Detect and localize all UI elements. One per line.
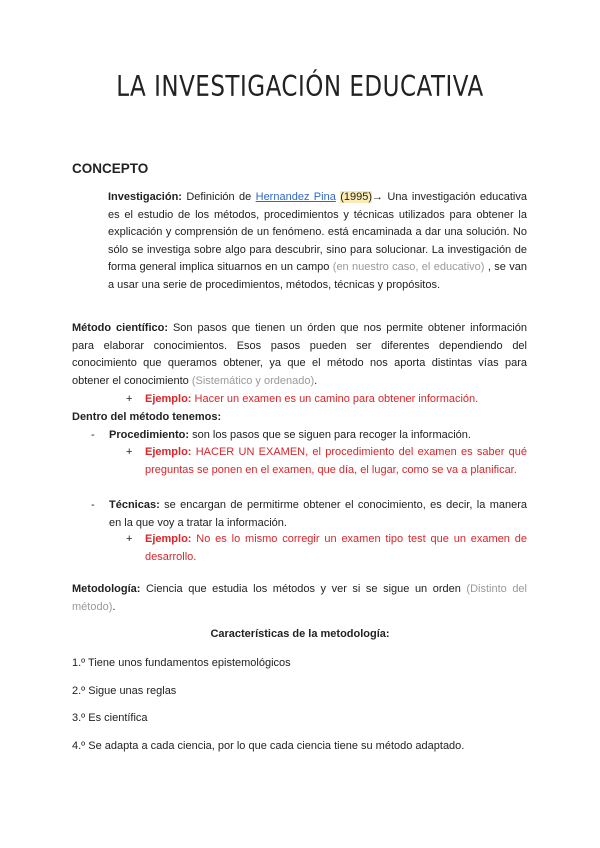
plus-bullet: +	[126, 446, 133, 458]
plus-bullet: +	[126, 393, 133, 405]
list-item: 2.º Sigue unas reglas	[72, 685, 177, 697]
caracteristicas-heading: Características de la metodología:	[210, 628, 390, 640]
author-link[interactable]: Hernandez Pina	[255, 191, 336, 203]
procedimiento-item	[109, 427, 471, 445]
example-text: No es lo mismo corregir un examen tipo test que un examen de desarrollo.	[145, 533, 527, 563]
tecnicas-item	[109, 497, 527, 532]
section-heading-concepto: CONCEPTO	[72, 161, 149, 176]
example-label: Ejemplo:	[145, 533, 192, 545]
page-title: LA INVESTIGACIÓN EDUCATIVA	[116, 70, 484, 104]
metodologia-text: Ciencia que estudia los métodos y ver si se sigue un orden	[140, 583, 467, 595]
procedimiento-example	[145, 444, 527, 479]
year-highlight: (1995)	[340, 191, 372, 203]
list-item: 1.º Tiene unos fundamentos epistemológicos	[72, 657, 291, 669]
term-procedimiento: Procedimiento:	[109, 429, 190, 441]
definition-prefix: Definición de	[181, 191, 256, 203]
example-label: Ejemplo:	[145, 446, 192, 458]
procedimiento-text: son los pasos que se siguen para recoger la información.	[189, 429, 471, 441]
term-metodo-cientifico: Método científico:	[72, 322, 169, 334]
plus-bullet: +	[126, 533, 133, 545]
tecnicas-text: se encargan de permitirme obtener el conocimiento, es decir, la manera en la que voy a tratar la información.	[109, 499, 527, 529]
aside-sistematico: (Sistemático y ordenado)	[191, 374, 315, 387]
metodo-text: Son pasos que tienen un órden que nos permite obtener información para elaborar conocimientos. Esos pasos pueden ser diferentes dependiendo del conocimiento que queramos obtener, ya que el método nos aporta distintas vías para obtener el conocimiento	[72, 322, 528, 387]
tecnicas-example	[145, 531, 527, 566]
example-text: HACER UN EXAMEN, el procedimiento del examen es saber qué preguntas se ponen en el examen, que día, el lugar, como se va a planificar.	[145, 446, 527, 476]
metodologia-end: .	[112, 600, 116, 613]
metodologia-paragraph	[72, 581, 527, 616]
definition-tail: , se van a usar una serie de procedimientos, métodos, técnicas y propósitos.	[108, 261, 527, 291]
term-investigacion: Investigación:	[108, 191, 182, 203]
metodo-end: .	[314, 374, 318, 387]
aside-educativo: (en nuestro caso, el educativo)	[332, 261, 485, 273]
term-metodologia: Metodología:	[72, 583, 141, 595]
dash-bullet: -	[91, 429, 95, 441]
example-label: Ejemplo:	[145, 393, 192, 405]
aside-distinto: (Distinto del método)	[72, 583, 527, 613]
metodo-paragraph	[72, 320, 527, 390]
dentro-heading: Dentro del método tenemos:	[72, 411, 222, 423]
metodo-example	[145, 391, 478, 409]
dash-bullet: -	[91, 499, 95, 511]
definition-text: → Una investigación educativa es el estudio de los métodos, procedimientos y técnicas utilizados para obtener la explicación y comprensión de un fenómeno. está encaminada a dar una solución. No sólo se investiga sobre algo para descubrir, sino para solucionar. La investigación de forma general implica situarnos en un campo	[108, 191, 527, 273]
list-item: 3.º Es científica	[72, 712, 148, 724]
concepto-paragraph	[108, 189, 527, 294]
example-text: Hacer un examen es un camino para obtener información.	[191, 393, 479, 405]
term-tecnicas: Técnicas:	[109, 499, 160, 511]
list-item: 4.º Se adapta a cada ciencia, por lo que cada ciencia tiene su método adaptado.	[72, 740, 465, 752]
